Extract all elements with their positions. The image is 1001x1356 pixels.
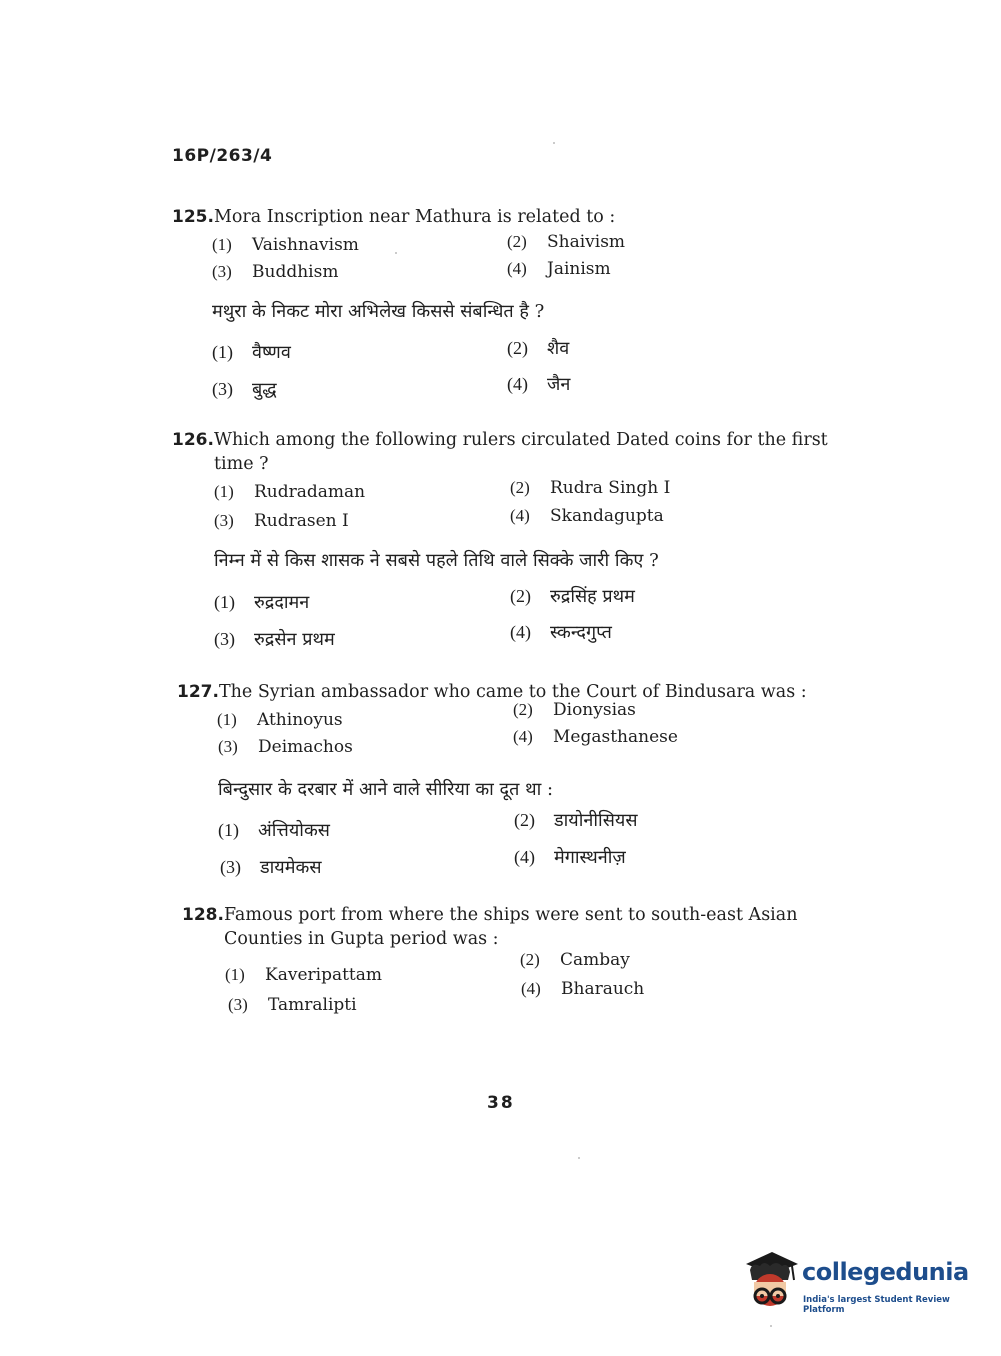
collegedunia-logo <box>742 1250 972 1320</box>
page-number: 38 <box>487 1093 515 1113</box>
option-1-en: (1) Athinoyus <box>217 710 343 730</box>
scan-speck <box>770 1325 772 1327</box>
option-2-en: (2) Rudra Singh I <box>510 478 671 498</box>
scan-speck <box>395 252 397 254</box>
question-stem-hi: बिन्दुसार के दरबार में आने वाले सीरिया का दूत था : <box>218 779 554 800</box>
option-3-hi: (3) डायमेकस <box>220 857 322 878</box>
question-number: 125. <box>172 207 214 227</box>
option-2-hi: (2) डायोनीसियस <box>514 810 638 831</box>
option-3-en: (3) Rudrasen I <box>214 511 349 531</box>
option-3-en: (3) Tamralipti <box>228 995 357 1015</box>
question-stem-en <box>172 428 828 476</box>
option-1-en: (1) Kaveripattam <box>225 965 382 985</box>
question-stem-en <box>182 903 797 951</box>
question-stem-en <box>172 205 615 229</box>
question-text: The Syrian ambassador who came to the Court of Bindusara was : <box>218 682 807 702</box>
option-1-hi: (1) अंत्तियोकस <box>218 820 330 841</box>
option-3-en: (3) Deimachos <box>218 737 353 757</box>
question-number: 126. <box>172 430 214 450</box>
option-4-en: (4) Jainism <box>507 259 611 279</box>
option-3-hi: (3) बुद्ध <box>212 379 277 400</box>
paper-code: 16P/263/4 <box>172 146 273 166</box>
option-2-hi: (2) शैव <box>507 338 570 359</box>
option-2-en: (2) Shaivism <box>507 232 626 252</box>
question-text-cont: Counties in Gupta period was : <box>224 929 499 949</box>
question-stem-hi: मथुरा के निकट मोरा अभिलेख किससे संबन्धित है ? <box>212 301 545 322</box>
logo-wordmark: collegedunia <box>802 1258 969 1286</box>
mascot-icon <box>742 1250 800 1316</box>
option-2-en: (2) Dionysias <box>513 700 636 720</box>
scan-speck <box>553 142 555 144</box>
option-4-hi: (4) स्कन्दगुप्त <box>510 622 612 643</box>
question-number: 128. <box>182 905 224 925</box>
option-4-en: (4) Megasthanese <box>513 727 678 747</box>
option-1-en: (1) Rudradaman <box>214 482 366 502</box>
question-number: 127. <box>177 682 219 702</box>
question-stem-hi: निम्न में से किस शासक ने सबसे पहले तिथि वाले सिक्के जारी किए ? <box>214 550 659 571</box>
option-1-en: (1) Vaishnavism <box>212 235 359 255</box>
option-4-en: (4) Bharauch <box>521 979 645 999</box>
logo-tagline: India's largest Student Review Platform <box>803 1295 950 1315</box>
option-3-hi: (3) रुद्रसेन प्रथम <box>214 629 335 650</box>
option-1-hi: (1) वैष्णव <box>212 342 291 363</box>
scan-speck <box>578 1157 580 1159</box>
option-3-en: (3) Buddhism <box>212 262 339 282</box>
option-4-hi: (4) जैन <box>507 374 571 395</box>
question-stem-en <box>177 680 807 704</box>
question-text: Famous port from where the ships were sent to south-east Asian <box>223 905 798 925</box>
question-text: Which among the following rulers circulated Dated coins for the first <box>213 430 828 450</box>
question-text-cont: time ? <box>214 454 269 474</box>
option-4-hi: (4) मेगास्थनीज़ <box>514 847 626 868</box>
option-2-hi: (2) रुद्रसिंह प्रथम <box>510 586 635 607</box>
option-2-en: (2) Cambay <box>520 950 630 970</box>
option-1-hi: (1) रुद्रदामन <box>214 592 310 613</box>
question-text: Mora Inscription near Mathura is related to : <box>213 207 616 227</box>
option-4-en: (4) Skandagupta <box>510 506 664 526</box>
